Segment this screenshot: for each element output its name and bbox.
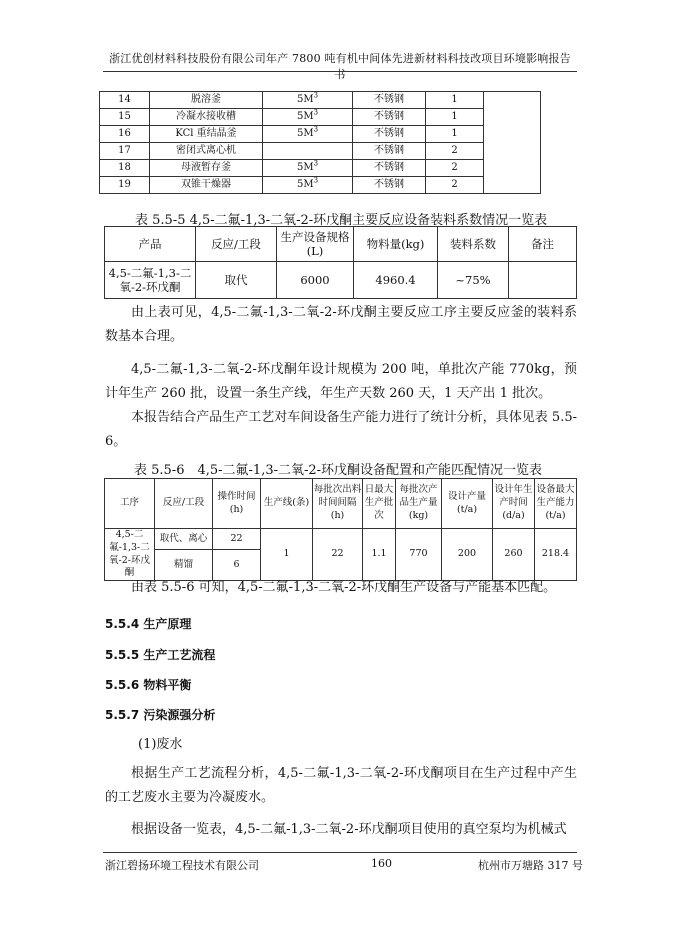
- table-cell: 脱溶釜: [150, 92, 263, 109]
- superscript: 3: [313, 176, 319, 185]
- header-cell: 工序: [105, 479, 155, 529]
- table-cell: 取代、离心: [155, 529, 213, 550]
- table-555: [104, 226, 577, 299]
- header-cell: 设计年生产时间(d/a): [493, 479, 535, 529]
- superscript: 3: [313, 125, 319, 134]
- table-cell: [263, 143, 353, 160]
- spec-value: 5M: [296, 93, 314, 105]
- header-cell: 生产设备规格(L): [277, 227, 354, 262]
- table-caption-555: 表 5.5-5 4,5-二氟-1,3-二氧-2-环戊酮主要反应设备装料系数情况一览表: [135, 213, 548, 228]
- table-cell: 22: [313, 529, 363, 581]
- paragraph: 根据生产工艺流程分析，4,5-二氟-1,3-二氧-2-环戊酮项目在生产过程中产生的工艺废水主要为冷凝废水。: [105, 766, 577, 805]
- paragraph: 4,5-二氟-1,3-二氧-2-环戊酮年设计规模为 200 吨，单批次产能 770kg，预计年生产 260 批，设置一条生产线，年生产天数 260 天，1 天产出 1 批次。: [105, 362, 577, 401]
- table-row: [100, 126, 541, 143]
- table-cell: 218.4: [535, 529, 577, 581]
- footer-divider: [103, 852, 577, 853]
- header-cell: 操作时间(h): [213, 479, 261, 529]
- spec-value: 5M: [296, 110, 314, 122]
- header-cell: 设备最大生产能力(t/a): [535, 479, 577, 529]
- table-cell: [263, 109, 353, 126]
- table-caption-556: 表 5.5-6 4,5-二氟-1,3-二氧-2-环戊酮设备配置和产能匹配情况一览表: [134, 463, 543, 478]
- table-cell: 取代: [196, 262, 277, 299]
- table-cell: 19: [100, 177, 150, 194]
- table-cell: 17: [100, 143, 150, 160]
- blank-cell: [484, 92, 541, 194]
- table-cell: [509, 262, 577, 299]
- section-heading: 5.5.5 生产工艺流程: [105, 648, 216, 662]
- table-cell: 4,5-二氟-1,3-二氧-2-环戊酮: [105, 262, 196, 299]
- table-cell: 4,5-二氟-1,3-二氧-2-环戊酮: [105, 529, 155, 581]
- table-row: [100, 109, 541, 126]
- table-cell: 不锈钢: [353, 126, 426, 143]
- table-cell: 2: [426, 177, 484, 194]
- table-cell: 1.1: [363, 529, 396, 581]
- table-cell: 不锈钢: [353, 160, 426, 177]
- table-cell: 双锥干燥器: [150, 177, 263, 194]
- table-cell: [263, 177, 353, 194]
- paragraph: 由上表可见，4,5-二氟-1,3-二氧-2-环戊酮主要反应工序主要反应釜的装料系数基本合理。: [105, 305, 577, 344]
- table-cell: 不锈钢: [353, 177, 426, 194]
- paragraph: 根据设备一览表，4,5-二氟-1,3-二氧-2-环戊酮项目使用的真空泵均为机械式: [131, 822, 567, 837]
- table-cell: 4960.4: [354, 262, 438, 299]
- spec-value: 5M: [296, 127, 314, 139]
- header-divider: [103, 71, 577, 72]
- header-cell: 装料系数: [438, 227, 509, 262]
- section-heading: 5.5.4 生产原理: [105, 617, 192, 631]
- table-cell: 密闭式离心机: [150, 143, 263, 160]
- table-cell: 1: [261, 529, 313, 581]
- table-row: [100, 177, 541, 194]
- spec-value: 5M: [296, 161, 314, 173]
- table-cell: 6: [213, 550, 261, 581]
- header-cell: 反应/工段: [196, 227, 277, 262]
- page-header: 浙江优创材料科技股份有限公司年产 7800 吨有机中间体先进新材料科技改项目环境影响报告书: [109, 52, 571, 81]
- table-cell: 冷凝水接收槽: [150, 109, 263, 126]
- paragraph: 由表 5.5-6 可知，4,5-二氟-1,3-二氧-2-环戊酮生产设备与产能基本匹配。: [131, 580, 557, 595]
- table-cell: 15: [100, 109, 150, 126]
- equipment-table: [99, 91, 541, 194]
- section-heading: 5.5.7 污染源强分析: [105, 708, 216, 722]
- table-cell: ~75%: [438, 262, 509, 299]
- table-cell: 16: [100, 126, 150, 143]
- paragraph: 本报告结合产品生产工艺对车间设备生产能力进行了统计分析，具体见表 5.5-6。: [105, 410, 577, 449]
- header-cell: 生产线(条): [261, 479, 313, 529]
- paragraph: (1)废水: [138, 737, 183, 752]
- header-cell: 日最大生产批次: [363, 479, 396, 529]
- table-cell: KCl 重结晶釜: [150, 126, 263, 143]
- table-cell: 精馏: [155, 550, 213, 581]
- footer-address: 杭州市万塘路 317 号: [478, 859, 583, 872]
- table-cell: 200: [442, 529, 493, 581]
- section-heading: 5.5.6 物料平衡: [105, 678, 192, 692]
- table-cell: 260: [493, 529, 535, 581]
- superscript: 3: [313, 108, 319, 117]
- table-cell: 18: [100, 160, 150, 177]
- table-cell: 1: [426, 92, 484, 109]
- table-cell: 2: [426, 143, 484, 160]
- table-cell: [263, 160, 353, 177]
- spec-value: 5M: [296, 178, 314, 190]
- table-row: [100, 92, 541, 109]
- page-number: 160: [371, 857, 392, 870]
- table-cell: 1: [426, 126, 484, 143]
- footer-company: 浙江碧扬环境工程技术有限公司: [105, 859, 259, 872]
- header-cell: 物料量(kg): [354, 227, 438, 262]
- table-cell: 不锈钢: [353, 143, 426, 160]
- header-cell: 每批次产品生产量(kg): [396, 479, 442, 529]
- table-556: [104, 478, 577, 581]
- header-cell: 每批次出料时间间隔(h): [313, 479, 363, 529]
- table-cell: 1: [426, 109, 484, 126]
- header-cell: 备注: [509, 227, 577, 262]
- superscript: 3: [313, 91, 319, 100]
- table-cell: 22: [213, 529, 261, 550]
- table-cell: 不锈钢: [353, 92, 426, 109]
- table-cell: 母液暂存釜: [150, 160, 263, 177]
- table-row: [100, 143, 541, 160]
- table-cell: 6000: [277, 262, 354, 299]
- header-cell: 反应/工段: [155, 479, 213, 529]
- table-cell: [263, 126, 353, 143]
- table-cell: 2: [426, 160, 484, 177]
- table-row: [100, 160, 541, 177]
- table-cell: [263, 92, 353, 109]
- table-cell: 770: [396, 529, 442, 581]
- header-cell: 产品: [105, 227, 196, 262]
- table-cell: 14: [100, 92, 150, 109]
- table-cell: 不锈钢: [353, 109, 426, 126]
- header-cell: 设计产量(t/a): [442, 479, 493, 529]
- superscript: 3: [313, 159, 319, 168]
